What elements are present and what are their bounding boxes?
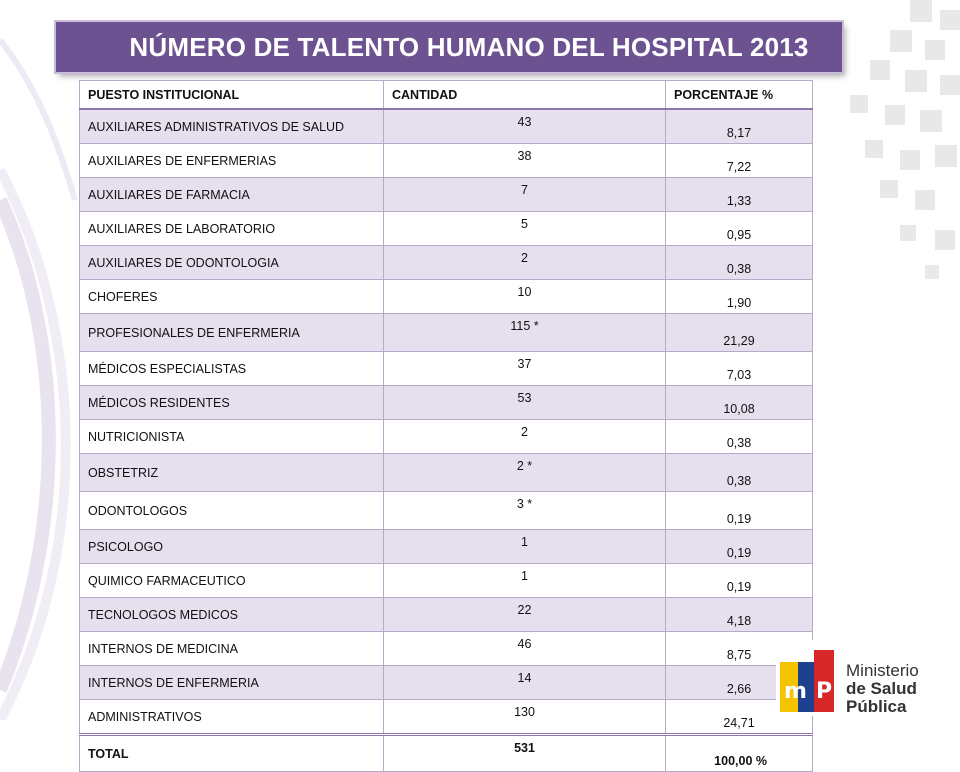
table-total-row: [80, 735, 813, 772]
cell-porcentaje: 0,19: [666, 492, 813, 530]
cell-cantidad: 53: [384, 386, 666, 420]
cell-cantidad: 22: [384, 598, 666, 632]
table-row: [80, 246, 813, 280]
total-label: TOTAL: [80, 735, 384, 772]
table-row: [80, 280, 813, 314]
cell-puesto: AUXILIARES DE FARMACIA: [80, 178, 384, 212]
table-row: [80, 109, 813, 144]
cell-cantidad: 46: [384, 632, 666, 666]
cell-puesto: INTERNOS DE ENFERMERIA: [80, 666, 384, 700]
table-row: [80, 666, 813, 700]
cell-cantidad: 115 *: [384, 314, 666, 352]
table-header-row: [80, 81, 813, 110]
header-cantidad: CANTIDAD: [384, 81, 666, 110]
cell-porcentaje: 8,17: [666, 109, 813, 144]
cell-puesto: ADMINISTRATIVOS: [80, 700, 384, 735]
header-puesto: PUESTO INSTITUCIONAL: [80, 81, 384, 110]
cell-porcentaje: 7,03: [666, 352, 813, 386]
cell-porcentaje: 7,22: [666, 144, 813, 178]
cell-porcentaje: 0,19: [666, 564, 813, 598]
table-row: [80, 178, 813, 212]
title-banner: [56, 22, 842, 72]
table-row: [80, 386, 813, 420]
cell-puesto: OBSTETRIZ: [80, 454, 384, 492]
table-row: [80, 212, 813, 246]
cell-porcentaje: 10,08: [666, 386, 813, 420]
total-cantidad: 531: [384, 735, 666, 772]
table-row: [80, 598, 813, 632]
cell-puesto: AUXILIARES DE LABORATORIO: [80, 212, 384, 246]
cell-puesto: NUTRICIONISTA: [80, 420, 384, 454]
ministry-logo: [776, 636, 960, 720]
cell-cantidad: 2: [384, 246, 666, 280]
cell-porcentaje: 0,19: [666, 530, 813, 564]
cell-cantidad: 2: [384, 420, 666, 454]
cell-porcentaje: 4,18: [666, 598, 813, 632]
cell-puesto: AUXILIARES DE ODONTOLOGIA: [80, 246, 384, 280]
table-row: [80, 530, 813, 564]
header-porcentaje: PORCENTAJE %: [666, 81, 813, 110]
table-row: [80, 564, 813, 598]
cell-puesto: MÉDICOS ESPECIALISTAS: [80, 352, 384, 386]
cell-porcentaje: 0,38: [666, 246, 813, 280]
cell-porcentaje: 8,75: [666, 632, 813, 666]
cell-cantidad: 5: [384, 212, 666, 246]
cell-puesto: PSICOLOGO: [80, 530, 384, 564]
cell-puesto: TECNOLOGOS MEDICOS: [80, 598, 384, 632]
table-row: [80, 420, 813, 454]
cell-cantidad: 37: [384, 352, 666, 386]
table-row: [80, 144, 813, 178]
staff-table: [79, 80, 813, 772]
cell-puesto: PROFESIONALES DE ENFERMERIA: [80, 314, 384, 352]
table-row: [80, 454, 813, 492]
svg-text:m: m: [784, 679, 807, 704]
cell-porcentaje: 1,90: [666, 280, 813, 314]
cell-puesto: ODONTOLOGOS: [80, 492, 384, 530]
cell-porcentaje: 0,38: [666, 454, 813, 492]
total-porcentaje: 100,00 %: [666, 735, 813, 772]
cell-cantidad: 10: [384, 280, 666, 314]
ministry-line1: Ministerio: [846, 661, 919, 680]
table-row: [80, 314, 813, 352]
cell-cantidad: 1: [384, 530, 666, 564]
table-row: [80, 352, 813, 386]
svg-text:P: P: [816, 679, 833, 704]
cell-cantidad: 2 *: [384, 454, 666, 492]
ministry-name: [846, 662, 960, 716]
cell-porcentaje: 21,29: [666, 314, 813, 352]
table-row: [80, 700, 813, 735]
msp-logo-icon: [776, 640, 838, 716]
cell-puesto: QUIMICO FARMACEUTICO: [80, 564, 384, 598]
cell-porcentaje: 2,66: [666, 666, 813, 700]
cell-cantidad: 38: [384, 144, 666, 178]
cell-cantidad: 7: [384, 178, 666, 212]
cell-puesto: AUXILIARES DE ENFERMERIAS: [80, 144, 384, 178]
table-row: [80, 632, 813, 666]
cell-puesto: CHOFERES: [80, 280, 384, 314]
cell-cantidad: 1: [384, 564, 666, 598]
cell-cantidad: 130: [384, 700, 666, 735]
ministry-line2: de Salud Pública: [846, 679, 917, 716]
cell-cantidad: 3 *: [384, 492, 666, 530]
cell-puesto: AUXILIARES ADMINISTRATIVOS DE SALUD: [80, 109, 384, 144]
cell-porcentaje: 1,33: [666, 178, 813, 212]
cell-porcentaje: 0,38: [666, 420, 813, 454]
page-title: NÚMERO DE TALENTO HUMANO DEL HOSPITAL 2013: [129, 31, 809, 62]
cell-puesto: MÉDICOS RESIDENTES: [80, 386, 384, 420]
table-row: [80, 492, 813, 530]
cell-cantidad: 14: [384, 666, 666, 700]
cell-puesto: INTERNOS DE MEDICINA: [80, 632, 384, 666]
cell-porcentaje: 0,95: [666, 212, 813, 246]
cell-cantidad: 43: [384, 109, 666, 144]
cell-porcentaje: 24,71: [666, 700, 813, 735]
